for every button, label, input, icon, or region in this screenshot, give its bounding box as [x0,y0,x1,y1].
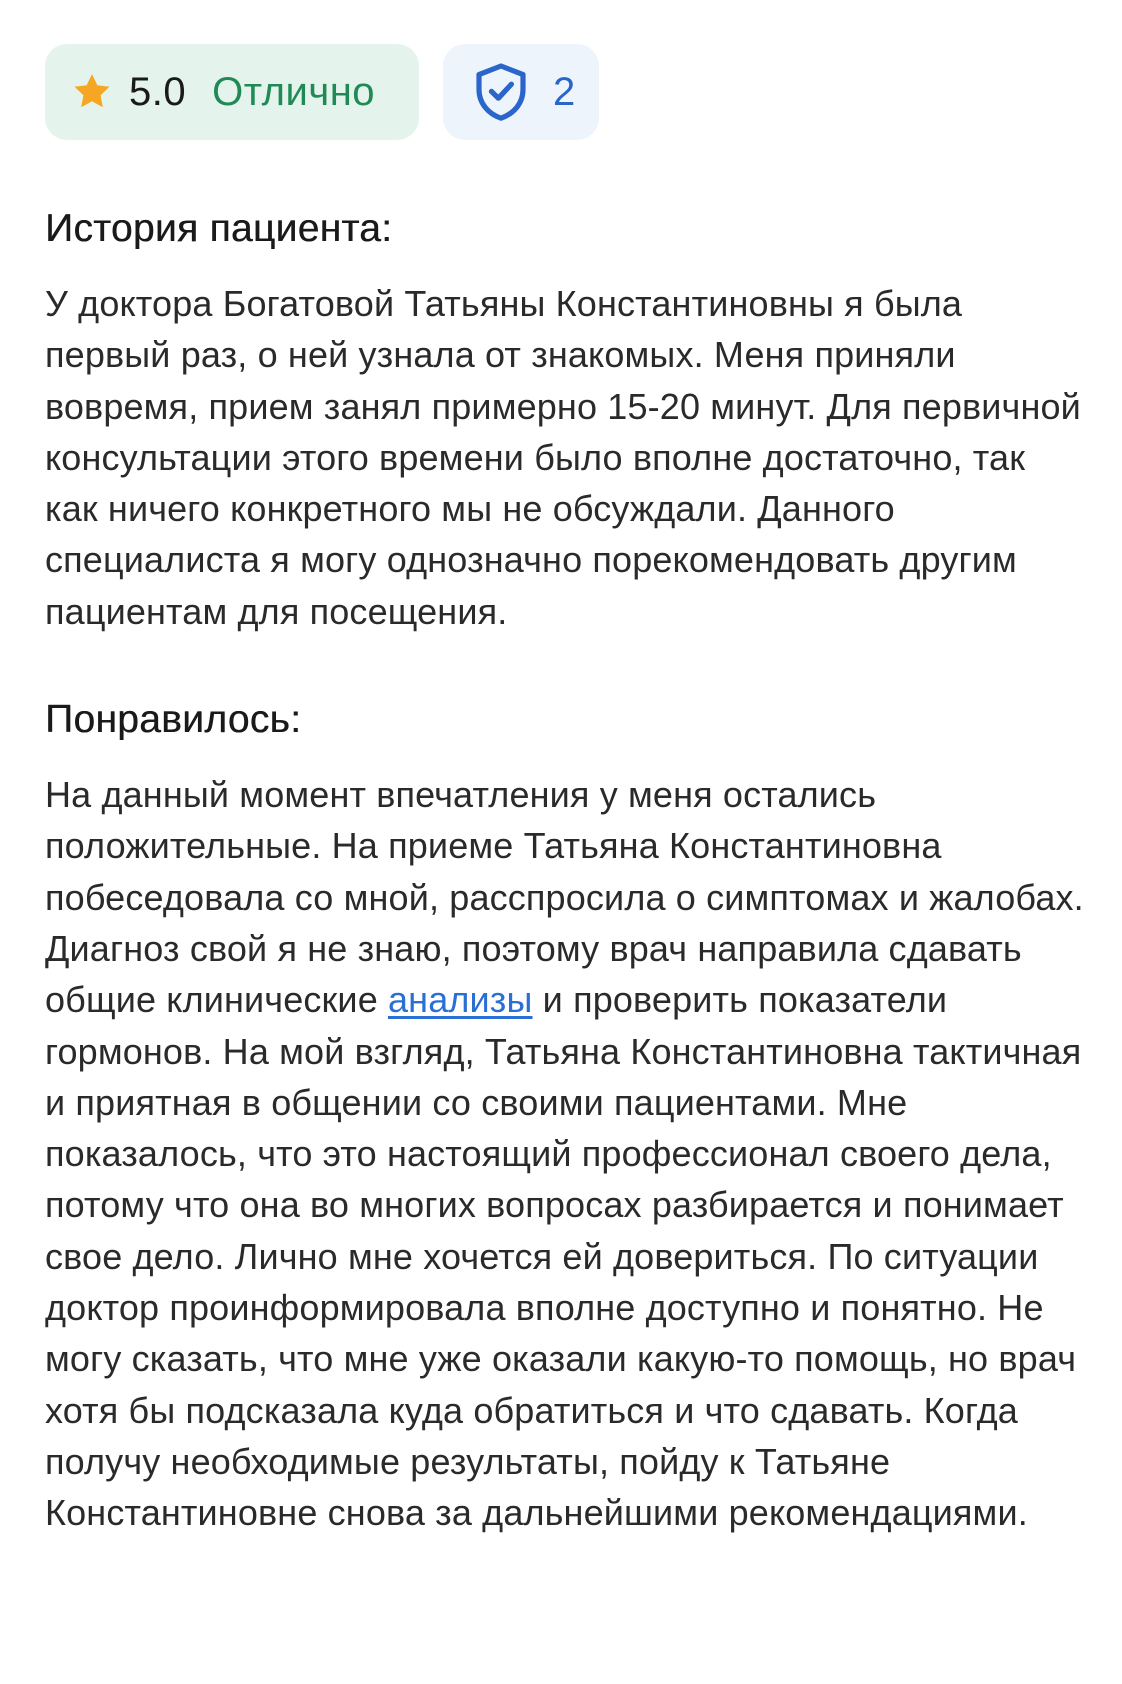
liked-text-after-link: и проверить показатели гормонов. На мой взгляд, Татьяна Константиновна тактичная и приятная в общении со своими пациентами. Мне показалось, что это настоящий профессионал своего дела, потому что она во многих вопросах разбирается и понимает свое дело. Лично мне хочется ей довериться. По ситуации доктор проинформировала вполне доступно и понятно. Не могу сказать, что мне уже оказали какую-то помощь, но врач хотя бы подсказала куда обратиться и что сдавать. Когда получу необходимые результаты, пойду к Татьяне Константиновне снова за дальнейшими рекомендациями. [45,979,1082,1534]
history-text: У доктора Богатовой Татьяны Константиновны я была первый раз, о ней узнала от знакомых. Меня приняли вовремя, прием занял примерно 15-20 минут. Для первичной консультации этого времени было вполне достаточно, так как ничего конкретного мы не обсуждали. Данного специалиста я могу однозначно порекомендовать другим пациентам для посещения. [45,283,1081,632]
liked-text-before-link: На данный момент впечатления у меня остались положительные. На приеме Татьяна Константиновна побеседовала со мной, расспросила о симптомах и жалобах. Диагноз свой я не знаю, поэтому врач направила сдавать общие клинические [45,774,1084,1021]
rating-label: Отлично [212,69,376,114]
verified-badge[interactable] [443,44,599,140]
review-badges [45,44,1122,140]
analyses-link[interactable]: анализы [388,979,533,1021]
rating-value: 5.0 [129,69,187,114]
star-icon [71,71,113,113]
history-heading: История пациента: [45,207,393,250]
liked-heading: Понравилось: [45,698,302,742]
rating-badge [45,44,419,140]
liked-text [45,769,1085,1538]
shield-check-icon [471,61,531,123]
verified-count: 2 [553,69,576,114]
